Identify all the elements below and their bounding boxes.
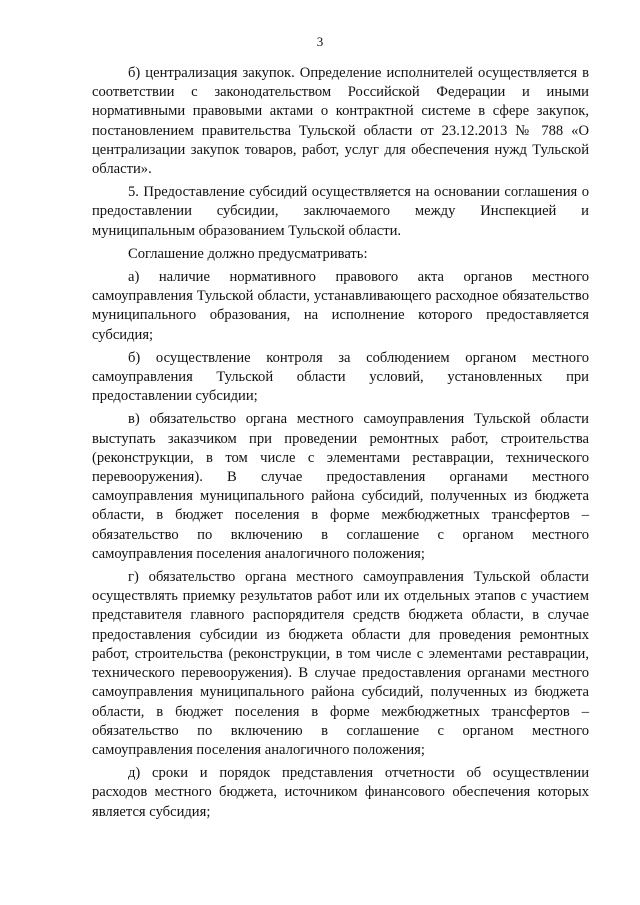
paragraph-5-subsidies: 5. Предоставление субсидий осуществляется на основании соглашения о предоставлении субсидии, заключаемого между Инспекцией и муниципальным образованием Тульской области. bbox=[92, 184, 589, 239]
paragraph-b-centralization: б) централизация закупок. Определение исполнителей осуществляется в соответствии с законодательством Российской Федерации и иными нормативными правовыми актами о контрактной системе в сфере закупок, постановлением правительства Тульской области от 23.12.2013 № 788 «О централизации закупок товаров, работ, услуг для обеспечения нужд Тульской области». bbox=[92, 65, 589, 178]
paragraph-agreement-intro: Соглашение должно предусматривать: bbox=[128, 245, 368, 262]
document-body bbox=[92, 64, 589, 822]
paragraph-g-acceptance-obligation: г) обязательство органа местного самоуправления Тульской области осуществлять приемку результатов работ или их отдельных этапов с участием представителя главного распорядителя средств бюджета области, в случае предоставления субсидии из бюджета области для проведения ремонтных работ, строительства (реконструкции, в том числе с элементами реставрации, технического перевооружения). В случае предоставления органами местного самоуправления муниципального района субсидий, полученных из бюджета области, в бюджет поселения в форме межбюджетных трансфертов – обязательство по включению в соглашение с органом местного самоуправления поселения аналогичного положения; bbox=[92, 569, 589, 758]
page-number: 3 bbox=[316, 34, 324, 49]
paragraph-a-normative-act: а) наличие нормативного правового акта органов местного самоуправления Тульской области, устанавливающего расходное обязательство муниципального образования, на исполнение которого предоставляется субсидия; bbox=[92, 269, 589, 343]
paragraph-v-customer-obligation: в) обязательство органа местного самоуправления Тульской области выступать заказчиком при проведении ремонтных работ, строительства (реконструкции, в том числе с элементами реставрации, технического перевооружения). В случае предоставления органами местного самоуправления муниципального района субсидий, полученных из бюджета области, в бюджет поселения в форме межбюджетных трансфертов – обязательство по включению в соглашение с органом местного самоуправления поселения аналогичного положения; bbox=[92, 411, 589, 562]
paragraph-d-reporting: д) сроки и порядок представления отчетности об осуществлении расходов местного бюджета, источником финансового обеспечения которых является субсидия; bbox=[92, 765, 589, 820]
paragraph-b-control: б) осуществление контроля за соблюдением органом местного самоуправления Тульской области условий, установленных при предоставлении субсидии; bbox=[92, 349, 589, 405]
